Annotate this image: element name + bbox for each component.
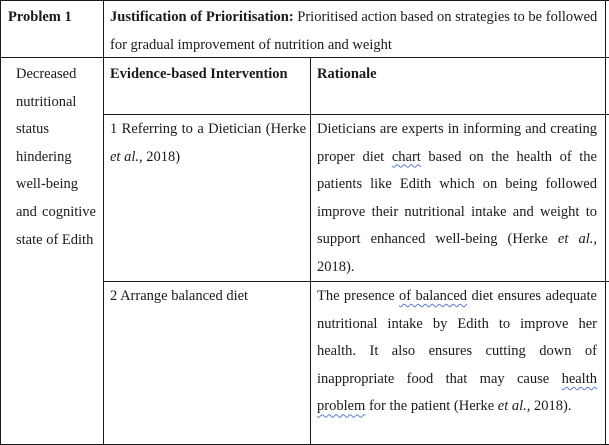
row-1-rationale-end: , 2018). (317, 231, 597, 275)
row-1-intervention-text: 1 Referring to a Dietician (110, 121, 262, 137)
problem-description-cell (1, 58, 103, 444)
row-2-rationale-part1: The presence (317, 288, 400, 304)
row-2-rationale-flag2: health problem (317, 370, 597, 415)
problem-description: Decreased nutritional status hindering well-being and cognitive state of Edith (16, 66, 96, 248)
row-2-rationale-cell (311, 282, 605, 444)
row-1-intervention-cell (104, 115, 310, 281)
row-1-rationale-flag1: chart (391, 148, 421, 165)
row-1-rationale-part2: based on the health of the patients like Edith which on being followed improve their nutritional intake and weight to support enhanced well-being (Herke (317, 148, 597, 248)
row-1-rationale (317, 116, 597, 282)
intervention-header-cell (104, 58, 310, 114)
row-2-rationale-flag1: of balanced (399, 288, 468, 304)
row-2-intervention-cell (104, 282, 310, 444)
justification-text: Prioritised action based on strategies to be followed for gradual improvement of nutrition and weight (110, 9, 598, 53)
row-1-rationale-cell (311, 115, 605, 281)
row-2-rationale (317, 283, 597, 421)
justification-title: Justification of Prioritisation: (110, 9, 294, 25)
row-2-rationale-etal: et al., (497, 398, 531, 415)
rationale-header-cell (311, 58, 605, 114)
row-1-intervention (110, 116, 306, 171)
justification-paragraph (110, 4, 600, 59)
rationale-header: Rationale (317, 66, 377, 82)
intervention-header: Evidence-based Intervention (110, 66, 288, 82)
row-1-rationale-part1: Dieticians are experts in informing and creating proper diet (317, 121, 597, 165)
problem-label-cell (1, 1, 103, 57)
row-2-rationale-part2: diet ensures adequate nutritional intake by Edith to improve her health. It also ensures cutting down of inappropriate food that may cause (317, 288, 597, 387)
table-border-right (605, 0, 606, 445)
row-2-intervention: 2 Arrange balanced diet (110, 288, 249, 304)
justification-cell (104, 1, 605, 57)
row-1-citation-author: (Herke (265, 121, 307, 137)
row-1-citation-year: 2018) (142, 148, 181, 165)
row-1-citation-etal: et al., (110, 148, 143, 165)
row-1-rationale-etal: et al. (557, 231, 594, 248)
row-2-rationale-part3: for the patient (Herke (365, 398, 498, 415)
row-2-rationale-end: 2018). (530, 398, 572, 415)
problem-label: Problem 1 (8, 9, 72, 25)
